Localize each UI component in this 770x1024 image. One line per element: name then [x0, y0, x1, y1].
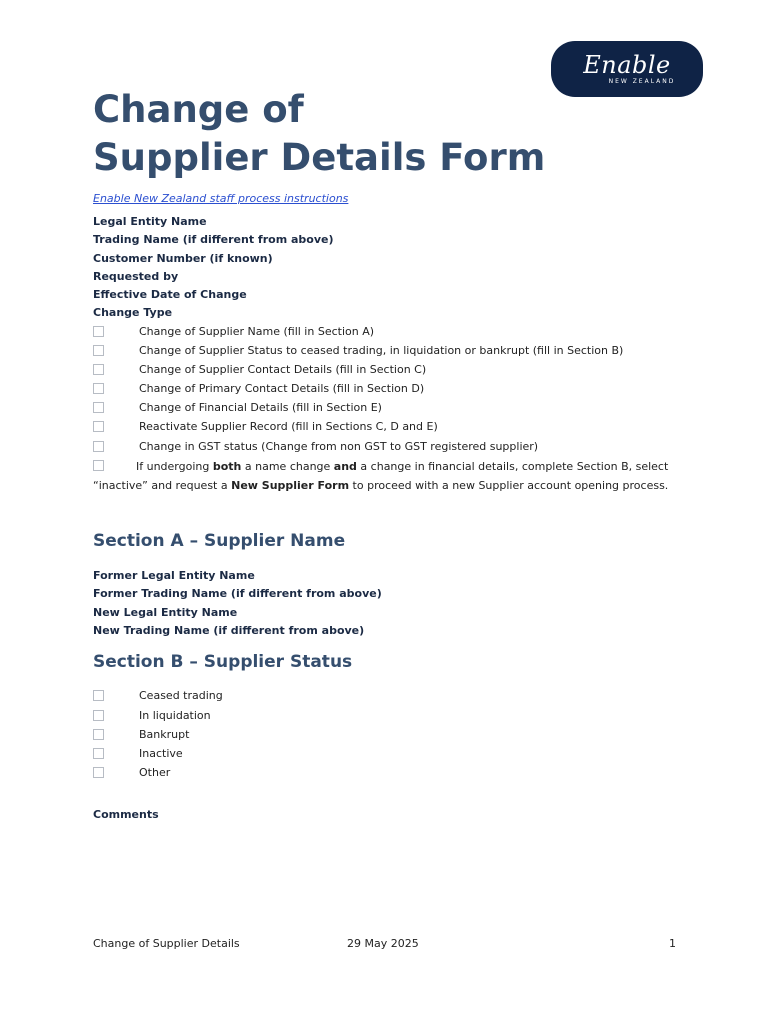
logo-wordmark: Enable — [583, 51, 671, 79]
note-text: a name change — [241, 460, 334, 473]
status-label: Ceased trading — [139, 689, 223, 702]
checkbox[interactable] — [93, 345, 104, 356]
field-label-former-trading-name: Former Trading Name (if different from above) — [93, 587, 382, 601]
footer-document-name: Change of Supplier Details — [93, 937, 240, 950]
checkbox[interactable] — [93, 441, 104, 452]
checkbox[interactable] — [93, 690, 104, 701]
enable-logo — [551, 41, 703, 97]
note-text: If undergoing — [136, 460, 213, 473]
checkbox[interactable] — [93, 421, 104, 432]
name-and-financial-change-note — [93, 457, 678, 496]
change-type-label: Change of Primary Contact Details (fill in Section D) — [139, 382, 425, 395]
checkbox[interactable] — [93, 383, 104, 394]
note-text: to proceed with a new Supplier account opening process. — [349, 479, 669, 493]
page-title — [93, 86, 545, 182]
checkbox[interactable] — [93, 326, 104, 337]
section-a-fields — [93, 567, 382, 640]
status-label: Other — [139, 766, 171, 779]
section-a-heading: Section A – Supplier Name — [93, 531, 346, 551]
checkbox[interactable] — [93, 729, 104, 740]
checkbox[interactable] — [93, 402, 104, 413]
footer-page-number: 1 — [669, 937, 676, 950]
change-type-label: Change of Supplier Contact Details (fill in Section C) — [139, 363, 427, 376]
checkbox[interactable] — [93, 748, 104, 759]
field-label-customer-number: Customer Number (if known) — [93, 251, 273, 265]
status-label: Bankrupt — [139, 728, 190, 741]
status-label: In liquidation — [139, 709, 211, 722]
change-type-label: Change in GST status (Change from non GST to GST registered supplier) — [139, 440, 539, 453]
section-b-heading: Section B – Supplier Status — [93, 652, 353, 672]
change-type-label: Reactivate Supplier Record (fill in Sections C, D and E) — [139, 420, 438, 433]
staff-instructions-link[interactable]: Enable New Zealand staff process instructions — [93, 192, 349, 205]
note-text: a change in financial details, complete Section B, select “inactive” and request a — [93, 460, 669, 493]
field-label-new-legal-entity-name: New Legal Entity Name — [93, 605, 238, 619]
field-label-effective-date: Effective Date of Change — [93, 288, 247, 302]
title-line-1: Change of — [93, 88, 304, 131]
field-label-former-legal-entity-name: Former Legal Entity Name — [93, 569, 255, 582]
comments-label: Comments — [93, 808, 159, 821]
field-label-trading-name: Trading Name (if different from above) — [93, 233, 334, 247]
note-emphasis: and — [333, 460, 357, 473]
status-label: Inactive — [139, 747, 183, 760]
field-label-change-type: Change Type — [93, 306, 173, 320]
change-type-label: Change of Financial Details (fill in Section E) — [139, 401, 382, 414]
field-label-new-trading-name: New Trading Name (if different from above) — [93, 623, 365, 637]
checkbox[interactable] — [93, 710, 104, 721]
field-label-legal-entity-name: Legal Entity Name — [93, 215, 207, 228]
checkbox[interactable] — [93, 767, 104, 778]
new-supplier-form-reference: New Supplier Form — [231, 479, 350, 493]
change-type-label: Change of Supplier Name (fill in Section A) — [139, 325, 375, 338]
footer-date: 29 May 2025 — [347, 937, 419, 950]
note-emphasis: both — [212, 460, 242, 473]
change-type-label: Change of Supplier Status to ceased trading, in liquidation or bankrupt (fill in Section B) — [139, 344, 624, 357]
title-line-2: Supplier Details Form — [93, 136, 546, 179]
checkbox[interactable] — [93, 364, 104, 375]
supplier-fields — [93, 213, 334, 323]
logo-subtitle: NEW ZEALAND — [608, 78, 676, 85]
checkbox[interactable] — [93, 460, 104, 471]
field-label-requested-by: Requested by — [93, 269, 179, 283]
